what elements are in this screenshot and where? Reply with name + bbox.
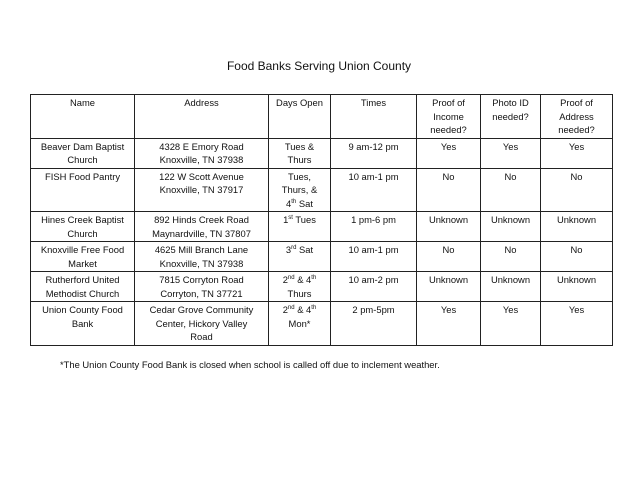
cell-days-open: 2nd & 4th Thurs <box>269 272 331 302</box>
header-days-open: Days Open <box>269 95 331 139</box>
cell-times: 10 am-1 pm <box>331 168 417 212</box>
cell-proof-of-address: Yes <box>541 302 613 346</box>
header-address: Address <box>135 95 269 139</box>
table-row <box>31 138 613 168</box>
cell-days-open: 3rd Sat <box>269 242 331 272</box>
document-title: Food Banks Serving Union County <box>226 59 412 73</box>
cell-name: Hines Creek Baptist Church <box>31 212 135 242</box>
cell-days-open: Tues, Thurs, & 4th Sat <box>269 168 331 212</box>
cell-photo-id: Yes <box>481 302 541 346</box>
cell-times: 10 am-1 pm <box>331 242 417 272</box>
ordinal-suffix: th <box>291 198 297 205</box>
cell-proof-of-address: No <box>541 168 613 212</box>
cell-days-open: 1st Tues <box>269 212 331 242</box>
cell-times: 9 am-12 pm <box>331 138 417 168</box>
cell-photo-id: Unknown <box>481 212 541 242</box>
table-row <box>31 212 613 242</box>
cell-proof-of-address: Unknown <box>541 272 613 302</box>
cell-photo-id: Unknown <box>481 272 541 302</box>
footnote: *The Union County Food Bank is closed when school is called off due to inclement weather. <box>60 359 440 370</box>
header-photo-id: Photo ID needed? <box>481 95 541 139</box>
header-proof-of-income: Proof of Income needed? <box>417 95 481 139</box>
ordinal-suffix: st <box>288 214 293 221</box>
cell-photo-id: No <box>481 168 541 212</box>
cell-address: 892 Hinds Creek Road Maynardville, TN 37807 <box>135 212 269 242</box>
cell-times: 2 pm-5pm <box>331 302 417 346</box>
cell-proof-of-income: Unknown <box>417 272 481 302</box>
cell-proof-of-income: Unknown <box>417 212 481 242</box>
ordinal-suffix: rd <box>291 244 297 251</box>
cell-address: 4328 E Emory Road Knoxville, TN 37938 <box>135 138 269 168</box>
cell-days-open: 2nd & 4th Mon* <box>269 302 331 346</box>
cell-proof-of-income: Yes <box>417 138 481 168</box>
cell-photo-id: Yes <box>481 138 541 168</box>
table-row <box>31 302 613 346</box>
cell-proof-of-address: Yes <box>541 138 613 168</box>
cell-proof-of-income: No <box>417 242 481 272</box>
table-row <box>31 272 613 302</box>
cell-proof-of-address: Unknown <box>541 212 613 242</box>
cell-address: 7815 Corryton Road Corryton, TN 37721 <box>135 272 269 302</box>
cell-proof-of-income: No <box>417 168 481 212</box>
cell-address: 4625 Mill Branch Lane Knoxville, TN 37938 <box>135 242 269 272</box>
cell-name: Rutherford United Methodist Church <box>31 272 135 302</box>
cell-times: 1 pm-6 pm <box>331 212 417 242</box>
cell-address: Cedar Grove Community Center, Hickory Valley Road <box>135 302 269 346</box>
cell-days-open: Tues & Thurs <box>269 138 331 168</box>
cell-proof-of-address: No <box>541 242 613 272</box>
ordinal-suffix: th <box>311 304 317 311</box>
ordinal-suffix: nd <box>287 274 295 281</box>
header-proof-of-address: Proof of Address needed? <box>541 95 613 139</box>
header-name: Name <box>31 95 135 139</box>
ordinal-suffix: th <box>311 274 317 281</box>
header-times: Times <box>331 95 417 139</box>
cell-address: 122 W Scott Avenue Knoxville, TN 37917 <box>135 168 269 212</box>
table-row <box>31 168 613 212</box>
cell-name: Beaver Dam Baptist Church <box>31 138 135 168</box>
cell-proof-of-income: Yes <box>417 302 481 346</box>
table-row <box>31 242 613 272</box>
food-banks-table <box>30 94 613 346</box>
cell-name: FISH Food Pantry <box>31 168 135 212</box>
cell-name: Union County Food Bank <box>31 302 135 346</box>
ordinal-suffix: nd <box>287 304 295 311</box>
cell-photo-id: No <box>481 242 541 272</box>
cell-times: 10 am-2 pm <box>331 272 417 302</box>
cell-name: Knoxville Free Food Market <box>31 242 135 272</box>
table-header-row <box>31 95 613 139</box>
